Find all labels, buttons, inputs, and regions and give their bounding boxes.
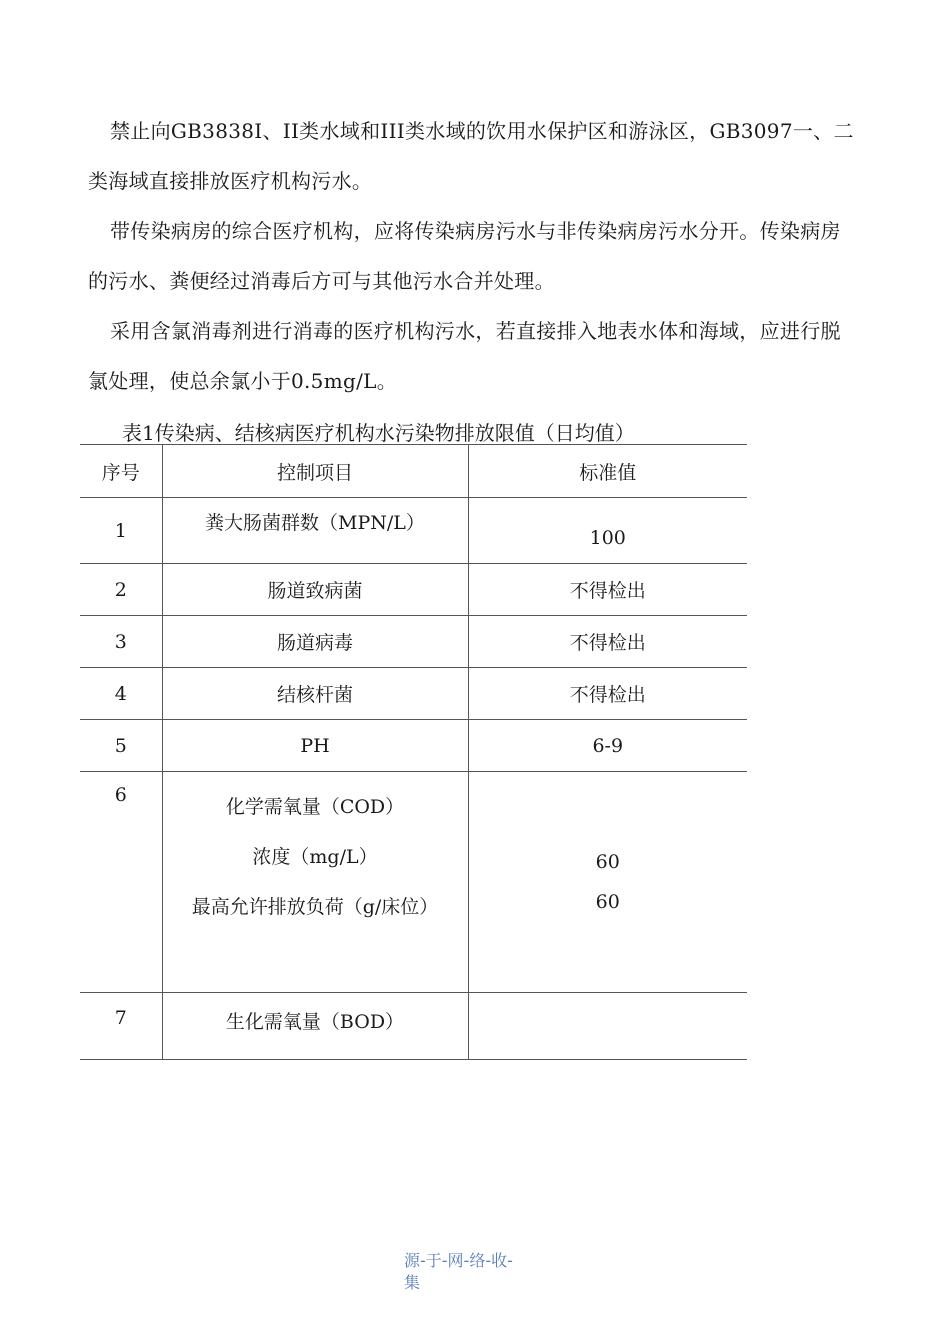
- cod-value-concentration: 60: [595, 851, 620, 873]
- row-value: 6-9: [468, 720, 747, 772]
- cod-value-load: 60: [595, 891, 620, 913]
- row-item: PH: [162, 720, 468, 772]
- cod-item-load: 最高允许排放负荷（g/床位）: [191, 896, 439, 918]
- table-row: [80, 498, 747, 564]
- row-value: [468, 993, 747, 1060]
- table-row: [80, 564, 747, 616]
- cod-item-concentration: 浓度（mg/L）: [252, 846, 378, 868]
- row-values-cod: [468, 772, 747, 993]
- paragraph-2: 带传染病房的综合医疗机构，应将传染病房污水与非传染病房污水分开。传染病房的污水、粪便经过消毒后方可与其他污水合并处理。: [88, 219, 841, 293]
- paragraph-3: 采用含氯消毒剂进行消毒的医疗机构污水，若直接排入地表水体和海域，应进行脱氯处理，使总余氯小于0.5mg/L。: [88, 319, 841, 393]
- paragraph-1: 禁止向GB3838I、II类水域和III类水域的饮用水保护区和游泳区，GB3097一、二类海域直接排放医疗机构污水。: [88, 119, 854, 193]
- row-item: 粪大肠菌群数（MPN/L）: [162, 498, 468, 564]
- row-item: 结核杆菌: [162, 668, 468, 720]
- table-row-cod: [80, 772, 747, 993]
- row-value: 100: [468, 498, 747, 564]
- row-no: 4: [80, 668, 162, 720]
- table-row: [80, 668, 747, 720]
- row-item: 肠道致病菌: [162, 564, 468, 616]
- row-no: 1: [80, 498, 162, 564]
- table-row-bod: [80, 993, 747, 1060]
- row-value: 不得检出: [468, 668, 747, 720]
- row-items-cod: [162, 772, 468, 993]
- header-item: 控制项目: [162, 445, 468, 498]
- row-no: 3: [80, 616, 162, 668]
- row-value: 不得检出: [468, 564, 747, 616]
- table-row: [80, 720, 747, 772]
- table-row: [80, 616, 747, 668]
- row-no: 2: [80, 564, 162, 616]
- emission-limits-table: [80, 444, 747, 1060]
- row-item: 生化需氧量（BOD）: [162, 993, 468, 1060]
- footer-watermark: [404, 1250, 513, 1294]
- footer-line-1: 源-于-网-络-收-: [404, 1251, 513, 1270]
- row-no: 5: [80, 720, 162, 772]
- header-no: 序号: [80, 445, 162, 498]
- row-no: 7: [80, 993, 162, 1060]
- table-header-row: [80, 445, 747, 498]
- cod-item-name: 化学需氧量（COD）: [225, 796, 405, 818]
- table-caption: 表1传染病、结核病医疗机构水污染物排放限值（日均值）: [122, 421, 635, 445]
- footer-line-2: 集: [404, 1273, 421, 1292]
- row-item: 肠道病毒: [162, 616, 468, 668]
- header-value: 标准值: [468, 445, 747, 498]
- row-no: 6: [80, 772, 162, 993]
- row-value: 不得检出: [468, 616, 747, 668]
